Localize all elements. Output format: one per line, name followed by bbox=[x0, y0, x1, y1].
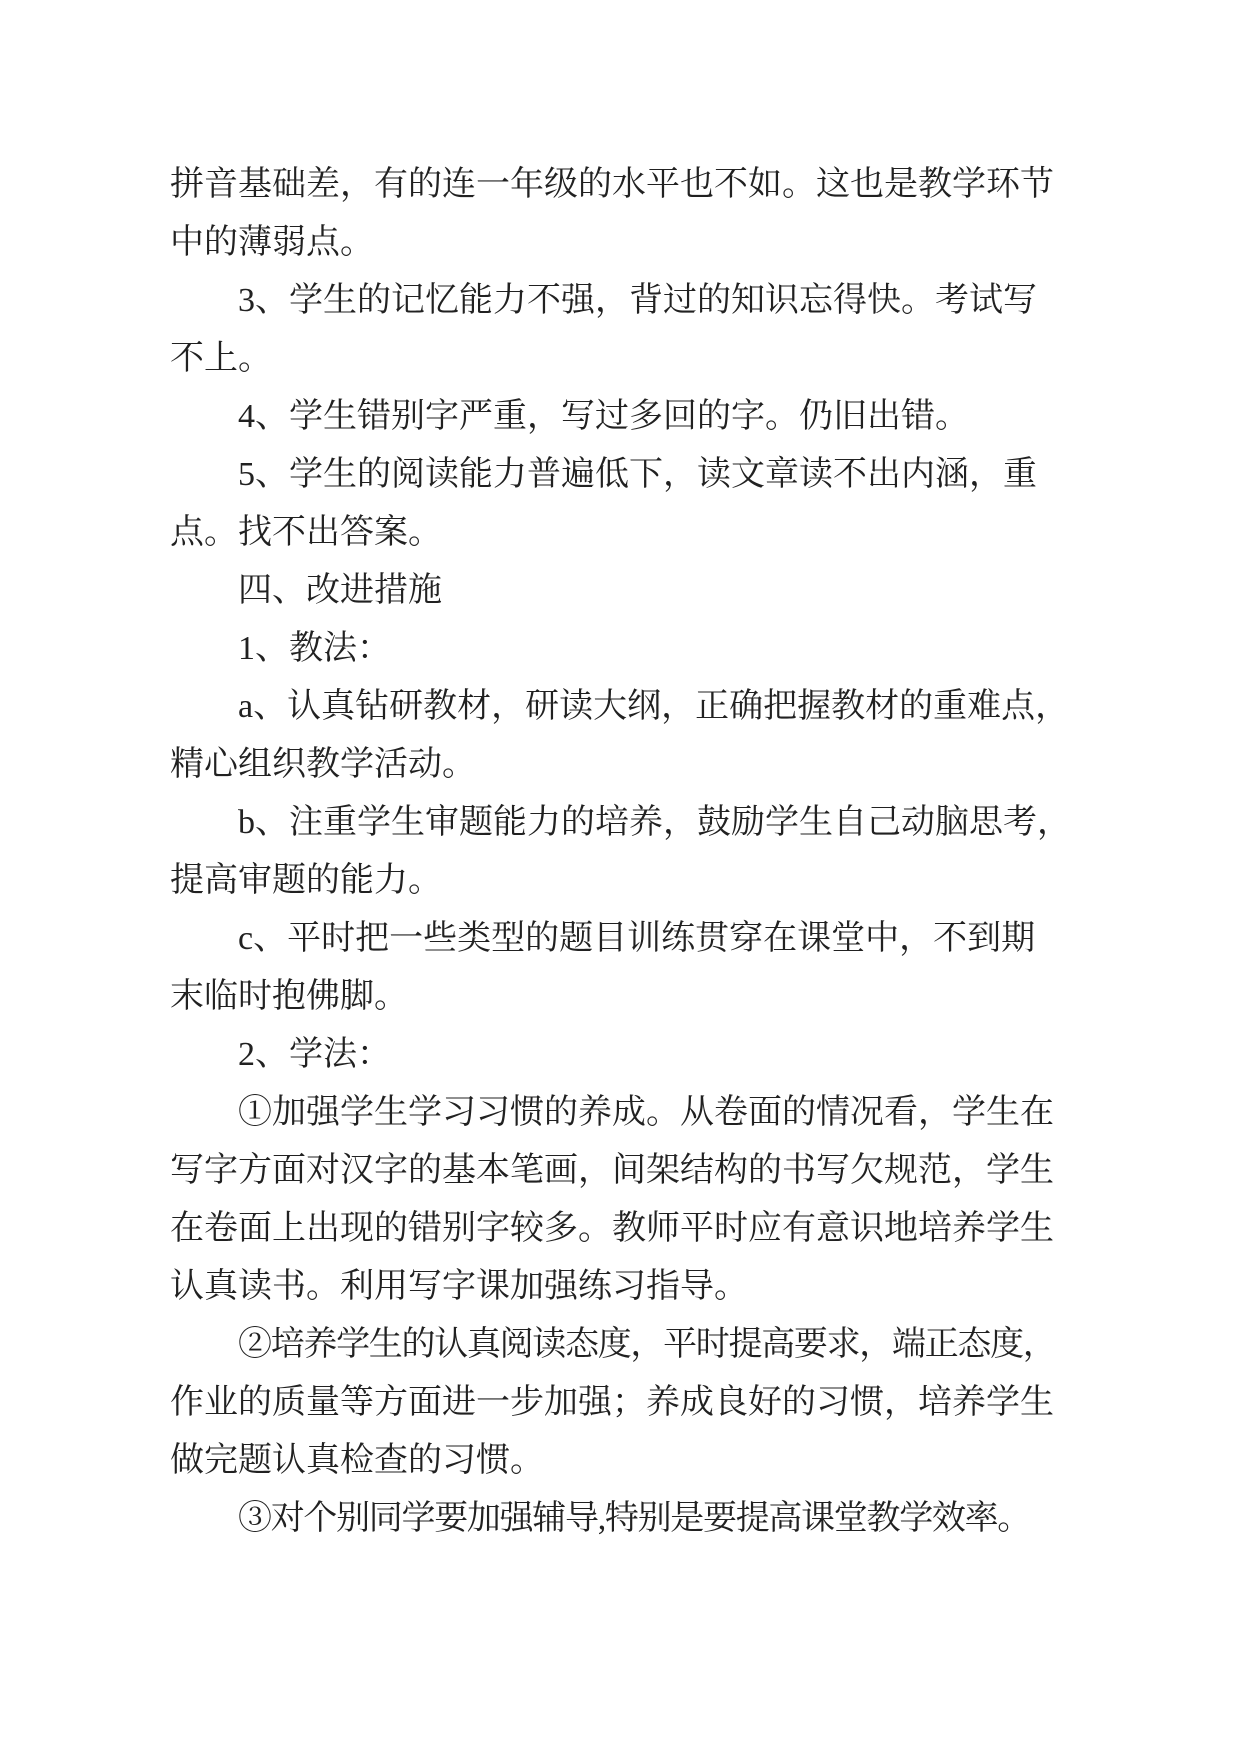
text-line: 3、学生的记忆能力不强，背过的知识忘得快。考试写 bbox=[238, 282, 1037, 319]
text-line: ②培养学生的认真阅读态度，平时提高要求，端正态度， bbox=[238, 1326, 1056, 1363]
text-line: 做完题认真检查的习惯。 bbox=[170, 1442, 544, 1479]
text-line: 四、改进措施 bbox=[238, 572, 442, 609]
text-line: a、认真钻研教材，研读大纲，正确把握教材的重难点， bbox=[238, 688, 1070, 725]
text-line: 5、学生的阅读能力普遍低下，读文章读不出内涵，重 bbox=[238, 456, 1037, 493]
document-text-block bbox=[170, 156, 1071, 1548]
text-line: 在卷面上出现的错别字较多。教师平时应有意识地培养学生 bbox=[170, 1210, 1054, 1247]
text-line: 拼音基础差，有的连一年级的水平也不如。这也是教学环节 bbox=[170, 166, 1054, 203]
text-line: 末临时抱佛脚。 bbox=[170, 978, 408, 1015]
text-line: ①加强学生学习习惯的养成。从卷面的情况看，学生在 bbox=[238, 1094, 1054, 1131]
text-line: 1、教法： bbox=[238, 630, 391, 667]
text-line: 4、学生错别字严重，写过多回的字。仍旧出错。 bbox=[238, 398, 969, 435]
text-line: c、平时把一些类型的题目训练贯穿在课堂中，不到期 bbox=[238, 920, 1036, 957]
text-line: b、注重学生审题能力的培养，鼓励学生自己动脑思考， bbox=[238, 804, 1071, 841]
text-line: ③对个别同学要加强辅导,特别是要提高课堂教学效率。 bbox=[238, 1500, 1030, 1537]
text-line: 点。找不出答案。 bbox=[170, 514, 442, 551]
text-line: 中的薄弱点。 bbox=[170, 224, 374, 261]
text-line: 认真读书。利用写字课加强练习指导。 bbox=[170, 1268, 748, 1305]
text-line: 不上。 bbox=[170, 340, 272, 377]
text-line: 2、学法： bbox=[238, 1036, 391, 1073]
text-line: 作业的质量等方面进一步加强；养成良好的习惯，培养学生 bbox=[170, 1384, 1054, 1421]
text-line: 精心组织教学活动。 bbox=[170, 746, 476, 783]
text-line: 写字方面对汉字的基本笔画，间架结构的书写欠规范，学生 bbox=[170, 1152, 1054, 1189]
text-line: 提高审题的能力。 bbox=[170, 862, 442, 899]
